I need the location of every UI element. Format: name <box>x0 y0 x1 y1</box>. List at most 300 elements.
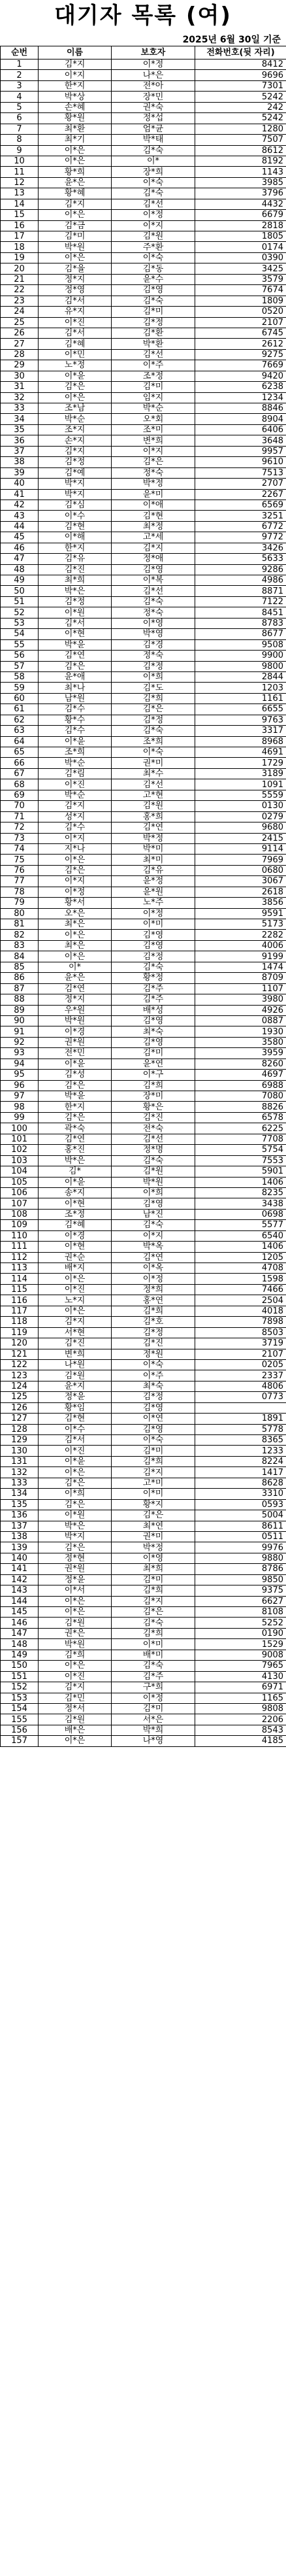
row-number: 41 <box>1 489 39 500</box>
phone-suffix: 9275 <box>195 349 286 360</box>
table-row <box>1 639 286 650</box>
row-number: 78 <box>1 887 39 897</box>
phone-suffix: 3426 <box>195 543 286 553</box>
table-row <box>1 339 286 349</box>
table-row <box>1 629 286 639</box>
row-number: 43 <box>1 511 39 521</box>
table-row <box>1 1736 286 1746</box>
person-name: 이*은 <box>39 392 112 403</box>
phone-suffix: 0887 <box>195 1015 286 1026</box>
guardian-name: 최*희 <box>112 1564 195 1574</box>
person-name: 정*지 <box>39 274 112 284</box>
row-number: 110 <box>1 1230 39 1241</box>
row-number: 10 <box>1 156 39 166</box>
table-row <box>1 1359 286 1370</box>
person-name: 이*현 <box>39 629 112 639</box>
phone-suffix: 0593 <box>195 1499 286 1510</box>
row-number: 155 <box>1 1714 39 1725</box>
person-name: 박*은 <box>39 1155 112 1166</box>
person-name: 이*은 <box>39 1306 112 1316</box>
guardian-name: 김*정 <box>112 1392 195 1402</box>
table-row <box>1 983 286 994</box>
guardian-name: 장*희 <box>112 167 195 177</box>
table-row <box>1 693 286 703</box>
person-name: 손*지 <box>39 435 112 446</box>
row-number: 17 <box>1 231 39 242</box>
guardian-name: 김*숙 <box>112 145 195 156</box>
row-number: 14 <box>1 199 39 209</box>
person-name: 이*윤 <box>39 371 112 381</box>
table-row <box>1 704 286 715</box>
table-row <box>1 1123 286 1134</box>
table-row <box>1 811 286 822</box>
header <box>0 0 286 46</box>
phone-suffix: 8628 <box>195 1478 286 1488</box>
row-number: 38 <box>1 457 39 467</box>
phone-suffix: 4006 <box>195 940 286 951</box>
row-number: 20 <box>1 263 39 274</box>
person-name: 김*서 <box>39 296 112 306</box>
guardian-name: 이*지 <box>112 220 195 231</box>
person-name: 김*서 <box>39 618 112 628</box>
table-row <box>1 220 286 231</box>
phone-suffix: 3317 <box>195 726 286 736</box>
row-number: 116 <box>1 1295 39 1306</box>
guardian-name: 김*희 <box>112 1306 195 1316</box>
table-row <box>1 1424 286 1434</box>
guardian-name: 정*원 <box>112 1349 195 1359</box>
table-row <box>1 575 286 586</box>
table-row <box>1 596 286 607</box>
person-name: 한*지 <box>39 1102 112 1112</box>
row-number: 109 <box>1 1220 39 1230</box>
person-name: 김*수 <box>39 822 112 833</box>
phone-suffix: 9375 <box>195 1585 286 1596</box>
guardian-name: 이*주 <box>112 1370 195 1381</box>
table-row <box>1 1703 286 1714</box>
row-number: 55 <box>1 639 39 650</box>
row-number: 157 <box>1 1736 39 1746</box>
row-number: 48 <box>1 564 39 575</box>
table-row <box>1 532 286 543</box>
row-number: 61 <box>1 704 39 715</box>
guardian-name: 김*미 <box>112 1048 195 1059</box>
person-name: 남*원 <box>39 693 112 703</box>
row-number: 25 <box>1 317 39 328</box>
row-number: 63 <box>1 726 39 736</box>
phone-suffix: 0698 <box>195 1209 286 1219</box>
person-name: 김*예 <box>39 467 112 478</box>
guardian-name: 최*미 <box>112 855 195 865</box>
person-name: 오*은 <box>39 908 112 919</box>
row-number: 135 <box>1 1499 39 1510</box>
table-row <box>1 145 286 156</box>
person-name: 성*지 <box>39 811 112 822</box>
person-name: 윤*지 <box>39 1381 112 1391</box>
table-row <box>1 1005 286 1015</box>
phone-suffix: 3719 <box>195 1338 286 1349</box>
table-row <box>1 1456 286 1466</box>
row-number: 30 <box>1 371 39 381</box>
phone-suffix: 6988 <box>195 1080 286 1091</box>
table-row <box>1 543 286 553</box>
table-row <box>1 554 286 564</box>
phone-suffix: 1474 <box>195 962 286 972</box>
person-name: 이*수 <box>39 1424 112 1434</box>
table-row <box>1 962 286 972</box>
guardian-name: 김*영 <box>112 1402 195 1413</box>
person-name: 정*윤 <box>39 1392 112 1402</box>
row-number: 108 <box>1 1209 39 1219</box>
phone-suffix: 2107 <box>195 317 286 328</box>
phone-suffix: 3959 <box>195 1048 286 1059</box>
person-name: 김*은 <box>39 1478 112 1488</box>
guardian-name: 김*원 <box>112 231 195 242</box>
table-row <box>1 274 286 284</box>
guardian-name: 김*숙 <box>112 188 195 199</box>
phone-suffix: 9976 <box>195 1542 286 1553</box>
person-name: 최*은 <box>39 940 112 951</box>
table-row <box>1 994 286 1005</box>
row-number: 80 <box>1 908 39 919</box>
phone-suffix: 7898 <box>195 1317 286 1327</box>
guardian-name: 김*도 <box>112 683 195 693</box>
phone-suffix: 8786 <box>195 1564 286 1574</box>
table-row <box>1 242 286 252</box>
person-name: 김*정 <box>39 457 112 467</box>
guardian-name: 권*숙 <box>112 102 195 112</box>
table-row <box>1 500 286 510</box>
row-number: 93 <box>1 1048 39 1059</box>
row-number: 21 <box>1 274 39 284</box>
row-number: 23 <box>1 296 39 306</box>
table-row <box>1 1134 286 1144</box>
person-name: 김*현 <box>39 521 112 532</box>
table-row <box>1 1574 286 1585</box>
phone-suffix: 6540 <box>195 1230 286 1241</box>
row-number: 18 <box>1 242 39 252</box>
phone-suffix: 7674 <box>195 285 286 296</box>
person-name: 최*희 <box>39 575 112 586</box>
guardian-name: 김*정 <box>112 715 195 725</box>
phone-suffix: 9199 <box>195 951 286 962</box>
guardian-name: 김*진 <box>112 1112 195 1123</box>
person-name: 박*윤 <box>39 1091 112 1102</box>
phone-suffix: 3985 <box>195 177 286 188</box>
phone-suffix: 8108 <box>195 1607 286 1618</box>
person-name: 서*현 <box>39 1327 112 1338</box>
phone-suffix: 7507 <box>195 135 286 145</box>
table-row <box>1 1059 286 1069</box>
guardian-name: 김*희 <box>112 1628 195 1638</box>
table-row <box>1 446 286 456</box>
row-number: 34 <box>1 414 39 424</box>
guardian-name: 김*미 <box>112 1703 195 1714</box>
phone-suffix: 2707 <box>195 479 286 489</box>
table-row <box>1 1467 286 1478</box>
row-number: 92 <box>1 1037 39 1047</box>
row-number: 145 <box>1 1607 39 1618</box>
guardian-name: 정*숙 <box>112 651 195 661</box>
phone-suffix: 4697 <box>195 1070 286 1080</box>
table-row <box>1 199 286 209</box>
person-name: 이*은 <box>39 1661 112 1671</box>
table-row <box>1 80 286 91</box>
table-row <box>1 1435 286 1446</box>
row-number: 142 <box>1 1574 39 1585</box>
table-row <box>1 1628 286 1638</box>
guardian-name: 이*희 <box>112 671 195 682</box>
guardian-name: 김*정 <box>112 1327 195 1338</box>
person-name: 이*진 <box>39 1446 112 1456</box>
guardian-name: 이*복 <box>112 575 195 586</box>
phone-suffix: 5778 <box>195 1424 286 1434</box>
person-name: 이*은 <box>39 1736 112 1746</box>
phone-suffix: 6569 <box>195 500 286 510</box>
guardian-name: 윤*미 <box>112 489 195 500</box>
person-name: 곽*숙 <box>39 1123 112 1134</box>
person-name: 박*원 <box>39 1015 112 1026</box>
person-name: 박*순 <box>39 790 112 800</box>
person-name: 김*정 <box>39 596 112 607</box>
row-number: 144 <box>1 1596 39 1606</box>
table-row <box>1 177 286 188</box>
row-number: 4 <box>1 92 39 102</box>
table-row <box>1 403 286 414</box>
guardian-name: 김*숙 <box>112 1155 195 1166</box>
guardian-name: 권*미 <box>112 1531 195 1542</box>
table-row <box>1 92 286 102</box>
person-name: 조*희 <box>39 747 112 758</box>
table-row <box>1 1402 286 1413</box>
row-number: 113 <box>1 1263 39 1274</box>
guardian-name: 박*옥 <box>112 1242 195 1252</box>
table-row <box>1 1338 286 1349</box>
row-number: 102 <box>1 1145 39 1155</box>
phone-suffix: 5173 <box>195 919 286 930</box>
row-number: 131 <box>1 1456 39 1466</box>
guardian-name: 김*미 <box>112 307 195 317</box>
phone-suffix: 0205 <box>195 1359 286 1370</box>
row-number: 86 <box>1 973 39 983</box>
row-number: 120 <box>1 1338 39 1349</box>
guardian-name: 최*연 <box>112 1521 195 1531</box>
person-name: 황*희 <box>39 167 112 177</box>
phone-suffix: 2337 <box>195 1370 286 1381</box>
phone-suffix: 8451 <box>195 607 286 618</box>
phone-suffix: 1417 <box>195 1467 286 1478</box>
phone-suffix: 6225 <box>195 1123 286 1134</box>
person-name: 김*지 <box>39 446 112 456</box>
row-number: 12 <box>1 177 39 188</box>
person-name: 손*혜 <box>39 102 112 112</box>
guardian-name: 김*은 <box>112 1607 195 1618</box>
table-row <box>1 930 286 940</box>
row-number: 67 <box>1 768 39 779</box>
guardian-name: 박*정 <box>112 479 195 489</box>
table-row <box>1 822 286 833</box>
guardian-name: 김*정 <box>112 317 195 328</box>
phone-suffix: 242 <box>195 102 286 112</box>
guardian-name: 김*동 <box>112 263 195 274</box>
guardian-name: 이*희 <box>112 1187 195 1198</box>
table-row <box>1 1553 286 1563</box>
person-name: 이*은 <box>39 145 112 156</box>
person-name: 이*은 <box>39 1607 112 1618</box>
guardian-name: 고*현 <box>112 790 195 800</box>
guardian-name: 김*영 <box>112 1424 195 1434</box>
guardian-name: 조*정 <box>112 371 195 381</box>
guardian-name: 전*숙 <box>112 1123 195 1134</box>
table-row <box>1 1671 286 1682</box>
row-number: 36 <box>1 435 39 446</box>
table-row <box>1 1414 286 1424</box>
table-row <box>1 349 286 360</box>
person-name: 이*윤 <box>39 736 112 747</box>
guardian-name: 주*환 <box>112 242 195 252</box>
person-name: 이*진 <box>39 1284 112 1295</box>
phone-suffix: 0390 <box>195 252 286 263</box>
guardian-name: 김*미 <box>112 382 195 392</box>
phone-suffix: 5242 <box>195 113 286 124</box>
table-row <box>1 908 286 919</box>
row-number: 13 <box>1 188 39 199</box>
person-name: 정*서 <box>39 1703 112 1714</box>
table-row <box>1 252 286 263</box>
row-number: 106 <box>1 1187 39 1198</box>
phone-suffix: 8871 <box>195 586 286 596</box>
table-row <box>1 1564 286 1574</box>
table-row <box>1 1499 286 1510</box>
row-number: 119 <box>1 1327 39 1338</box>
person-name: 김*율 <box>39 263 112 274</box>
row-number: 77 <box>1 876 39 887</box>
guardian-name: 정*희 <box>112 1284 195 1295</box>
row-number: 112 <box>1 1252 39 1263</box>
guardian-name: 김*영 <box>112 930 195 940</box>
person-name: 김*은 <box>39 661 112 671</box>
person-name: 최*나 <box>39 683 112 693</box>
person-name: 박*원 <box>39 1639 112 1650</box>
table-row <box>1 1242 286 1252</box>
guardian-name: 이*연 <box>112 1414 195 1424</box>
guardian-name: 이*정 <box>112 908 195 919</box>
guardian-name: 이*숙 <box>112 177 195 188</box>
guardian-name: 김*은 <box>112 457 195 467</box>
person-name: 김*서 <box>39 1435 112 1446</box>
row-number: 22 <box>1 285 39 296</box>
phone-suffix: 1406 <box>195 1242 286 1252</box>
phone-suffix: 1165 <box>195 1693 286 1703</box>
row-number: 75 <box>1 855 39 865</box>
person-name: 김*서 <box>39 328 112 338</box>
row-number: 65 <box>1 747 39 758</box>
table-row <box>1 1112 286 1123</box>
person-name: 박*순 <box>39 414 112 424</box>
guardian-name: 김*호 <box>112 1317 195 1327</box>
row-number: 42 <box>1 500 39 510</box>
row-number: 57 <box>1 661 39 671</box>
person-name: 권*순 <box>39 1252 112 1263</box>
phone-suffix: 7513 <box>195 467 286 478</box>
person-name: 김*연 <box>39 983 112 994</box>
table-row <box>1 768 286 779</box>
phone-suffix: 1091 <box>195 779 286 790</box>
person-name: 권*원 <box>39 1037 112 1047</box>
person-name: 김*희 <box>39 1650 112 1660</box>
table-row <box>1 70 286 80</box>
guardian-name: 배*성 <box>112 1005 195 1015</box>
person-name: 김*은 <box>39 1499 112 1510</box>
guardian-name: 장*민 <box>112 92 195 102</box>
row-number: 32 <box>1 392 39 403</box>
phone-suffix: 7669 <box>195 360 286 371</box>
person-name: 변*희 <box>39 1349 112 1359</box>
phone-suffix: 0680 <box>195 865 286 875</box>
table-row <box>1 1682 286 1693</box>
guardian-name: 김*연 <box>112 1252 195 1263</box>
table-row <box>1 1015 286 1026</box>
table-row <box>1 683 286 693</box>
guardian-name: 김*숙 <box>112 726 195 736</box>
column-header-name: 이름 <box>39 46 112 59</box>
guardian-name: 김*정 <box>112 661 195 671</box>
table-row <box>1 156 286 166</box>
phone-suffix: 8235 <box>195 1187 286 1198</box>
person-name: 박*은 <box>39 586 112 596</box>
phone-suffix: 5252 <box>195 1618 286 1628</box>
phone-suffix: 4018 <box>195 1306 286 1316</box>
row-number: 111 <box>1 1242 39 1252</box>
phone-suffix: 9680 <box>195 822 286 833</box>
phone-suffix: 8904 <box>195 414 286 424</box>
person-name: 정*지 <box>39 994 112 1005</box>
table-row <box>1 919 286 930</box>
guardian-name: 최*수 <box>112 768 195 779</box>
person-name: 김*진 <box>39 1338 112 1349</box>
guardian-name: 최*숙 <box>112 1026 195 1037</box>
guardian-name: 이*지 <box>112 446 195 456</box>
row-number: 44 <box>1 521 39 532</box>
table-row <box>1 586 286 596</box>
row-number: 82 <box>1 930 39 940</box>
row-number: 27 <box>1 339 39 349</box>
guardian-name: 박*정 <box>112 1542 195 1553</box>
column-header-phone: 전화번호(뒷 자리) <box>195 46 286 59</box>
table-row <box>1 747 286 758</box>
person-name: 김*혜 <box>39 339 112 349</box>
row-number: 137 <box>1 1521 39 1531</box>
phone-suffix: 6745 <box>195 328 286 338</box>
table-row <box>1 607 286 618</box>
person-name: 박*윤 <box>39 639 112 650</box>
table-row <box>1 124 286 134</box>
person-name: 김*원 <box>39 1714 112 1725</box>
guardian-name: 나*은 <box>112 70 195 80</box>
row-number: 103 <box>1 1155 39 1166</box>
person-name: 우*원 <box>39 1005 112 1015</box>
table-row <box>1 307 286 317</box>
phone-suffix: 9696 <box>195 70 286 80</box>
table-row <box>1 317 286 328</box>
phone-suffix: 9900 <box>195 651 286 661</box>
phone-suffix: 8709 <box>195 973 286 983</box>
guardian-name: 박*태 <box>112 135 195 145</box>
person-name: 김*은 <box>39 1542 112 1553</box>
guardian-name: 김*유 <box>112 865 195 875</box>
table-row <box>1 167 286 177</box>
person-name: 김*은 <box>39 865 112 875</box>
